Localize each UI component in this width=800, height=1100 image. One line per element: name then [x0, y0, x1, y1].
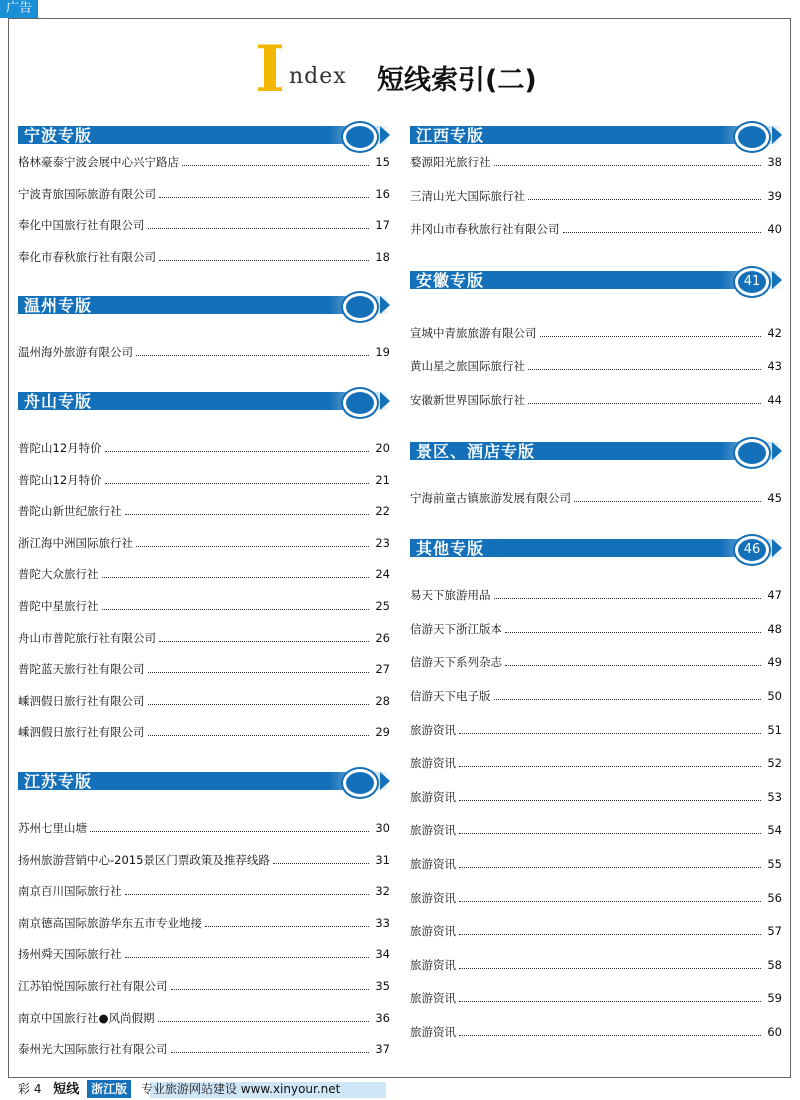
entry-page-number: 20 [375, 441, 390, 455]
index-entry[interactable] [18, 915, 390, 931]
entry-name: 嵊泗假日旅行社有限公司 [18, 725, 145, 740]
entry-page-number: 53 [767, 789, 782, 804]
entry-page-number: 42 [767, 325, 782, 340]
index-entry[interactable] [410, 688, 782, 704]
section-page-badge [343, 293, 377, 321]
entry-page-number: 27 [375, 662, 390, 677]
section-page-badge [343, 389, 377, 417]
footer-page-label: 彩 4 [18, 1082, 42, 1096]
dot-leader [273, 852, 369, 864]
entry-name: 旅游资讯 [410, 890, 456, 905]
entry-name: 旅游资讯 [410, 722, 456, 737]
arrow-right-icon [380, 772, 390, 790]
entry-name: 易天下旅游用品 [410, 588, 491, 603]
dot-leader [528, 392, 761, 404]
dot-leader [459, 957, 761, 969]
entry-page-number: 30 [375, 821, 390, 835]
arrow-right-icon [380, 126, 390, 144]
entry-name: 嵊泗假日旅行社有限公司 [18, 693, 145, 708]
index-entry[interactable] [18, 1010, 390, 1026]
arrow-right-icon [772, 271, 782, 289]
entry-page-number: 59 [767, 991, 782, 1006]
dot-leader [136, 344, 369, 356]
section-header-label: 舟山专版 [24, 392, 93, 411]
section-header [18, 390, 390, 414]
entry-page-number: 44 [767, 393, 782, 407]
entry-page-number: 25 [375, 599, 390, 613]
entry-name: 宁波青旅国际旅游有限公司 [18, 186, 156, 201]
index-entry[interactable] [410, 890, 782, 906]
index-entry[interactable] [410, 654, 782, 670]
dot-leader [171, 978, 370, 990]
dot-leader [528, 188, 761, 200]
index-entry[interactable] [410, 822, 782, 838]
index-entry[interactable] [18, 630, 390, 646]
section-header-label: 温州专版 [24, 296, 93, 316]
index-entry[interactable] [410, 990, 782, 1006]
entry-name: 普陀大众旅行社 [18, 567, 99, 582]
entry-name: 扬州旅游营销中心-2015景区门票政策及推荐线路 [18, 852, 270, 867]
entry-page-number: 29 [375, 725, 390, 740]
entry-name: 南京中国旅行社●风尚假期 [18, 1010, 155, 1025]
dot-leader [505, 654, 761, 666]
entry-page-number: 18 [375, 249, 390, 264]
dot-leader [125, 883, 370, 895]
dot-leader [159, 249, 369, 261]
dot-leader [528, 358, 761, 370]
entry-page-number: 36 [375, 1010, 390, 1025]
dot-leader [459, 722, 761, 734]
entry-name: 普陀蓝天旅行社有限公司 [18, 662, 145, 677]
title-initial: I [255, 32, 285, 107]
index-entry[interactable] [410, 587, 782, 603]
index-entry[interactable] [18, 661, 390, 677]
entry-name: 黄山星之旅国际旅行社 [410, 359, 525, 374]
entry-name: 泰州光大国际旅行社有限公司 [18, 1042, 168, 1057]
entry-name: 旅游资讯 [410, 789, 456, 804]
entry-page-number: 16 [375, 186, 390, 201]
entry-page-number: 37 [375, 1042, 390, 1057]
entry-page-number: 40 [767, 222, 782, 237]
index-entry[interactable] [410, 188, 782, 204]
arrow-right-icon [380, 392, 390, 410]
index-entry[interactable] [18, 249, 390, 265]
index-entry[interactable] [18, 820, 390, 836]
entry-name: 三清山光大国际旅行社 [410, 188, 525, 203]
index-entry[interactable] [18, 852, 390, 868]
index-entry[interactable] [18, 535, 390, 551]
section-header [410, 269, 782, 293]
entry-name: 婺源阳光旅行社 [410, 155, 491, 169]
entry-page-number: 38 [767, 155, 782, 169]
index-entry[interactable] [410, 221, 782, 237]
entry-name: 安徽新世界国际旅行社 [410, 393, 525, 407]
dot-leader [459, 1024, 761, 1036]
arrow-right-icon [772, 126, 782, 144]
section-page-badge: 41 [735, 268, 769, 296]
arrow-right-icon [380, 296, 390, 314]
dot-leader [494, 154, 762, 166]
entry-page-number: 39 [767, 188, 782, 203]
dot-leader [459, 923, 761, 935]
index-entry[interactable] [410, 789, 782, 805]
entry-page-number: 21 [375, 472, 390, 487]
section-header [18, 294, 390, 318]
section-header-label: 景区、酒店专版 [416, 441, 536, 461]
entry-page-number: 56 [767, 890, 782, 905]
entry-name: 井冈山市春秋旅行社有限公司 [410, 222, 560, 237]
entry-page-number: 45 [767, 490, 782, 505]
entry-page-number: 57 [767, 924, 782, 939]
index-entry[interactable] [18, 440, 390, 456]
entry-name: 信游天下浙江版本 [410, 621, 502, 636]
index-entry[interactable] [18, 344, 390, 360]
entry-page-number: 23 [375, 535, 390, 550]
section-header [18, 770, 390, 794]
entry-name: 旅游资讯 [410, 756, 456, 771]
dot-leader [171, 1041, 370, 1053]
index-entry[interactable] [410, 722, 782, 738]
dot-leader [459, 890, 761, 902]
entry-name: 普陀中星旅行社 [18, 599, 99, 613]
entry-name: 宁海前童古镇旅游发展有限公司 [410, 490, 571, 505]
entry-name: 旅游资讯 [410, 957, 456, 972]
dot-leader [459, 822, 761, 834]
section-header-label: 宁波专版 [24, 126, 93, 145]
dot-leader [494, 587, 762, 599]
entry-page-number: 28 [375, 693, 390, 708]
dot-leader [459, 856, 761, 868]
index-entry[interactable] [410, 358, 782, 374]
entry-name: 南京德高国际旅游华东五市专业地接 [18, 915, 202, 930]
dot-leader [459, 755, 761, 767]
index-entry[interactable] [18, 566, 390, 582]
entry-page-number: 48 [767, 621, 782, 636]
entry-name: 信游天下电子版 [410, 689, 491, 703]
section-header-label: 其他专版 [416, 539, 485, 559]
dot-leader [459, 789, 761, 801]
entry-page-number: 58 [767, 957, 782, 972]
section-header-label: 江西专版 [416, 126, 485, 145]
entry-name: 普陀山12月特价 [18, 441, 102, 455]
index-entry[interactable] [18, 217, 390, 233]
entry-page-number: 60 [767, 1025, 782, 1039]
dot-leader [136, 535, 369, 547]
index-entry[interactable] [18, 1041, 390, 1057]
dot-leader [205, 915, 369, 927]
entry-name: 旅游资讯 [410, 1025, 456, 1039]
page-title [255, 32, 575, 107]
entry-name: 温州海外旅游有限公司 [18, 345, 133, 360]
index-entry[interactable] [18, 693, 390, 709]
dot-leader [574, 490, 761, 502]
entry-page-number: 47 [767, 588, 782, 603]
entry-page-number: 24 [375, 567, 390, 582]
section-page-badge: 46 [735, 536, 769, 564]
entry-name: 旅游资讯 [410, 924, 456, 939]
section-header-label: 江苏专版 [24, 772, 93, 791]
section-page-badge [735, 123, 769, 151]
entry-name: 旅游资讯 [410, 991, 456, 1006]
entry-name: 宣城中青旅旅游有限公司 [410, 325, 537, 340]
index-entry[interactable] [410, 1024, 782, 1040]
entry-name: 旅游资讯 [410, 857, 456, 871]
dot-leader [159, 186, 369, 198]
dot-leader [125, 946, 370, 958]
entry-page-number: 49 [767, 655, 782, 670]
entry-name: 格林豪泰宁波会展中心兴宁路店 [18, 155, 179, 169]
index-entry[interactable] [410, 856, 782, 872]
dot-leader [102, 566, 370, 578]
dot-leader [105, 472, 369, 484]
entry-name: 舟山市普陀旅行社有限公司 [18, 630, 156, 645]
index-entry[interactable] [18, 883, 390, 899]
index-entry[interactable] [18, 724, 390, 740]
entry-page-number: 51 [767, 722, 782, 737]
entry-name: 旅游资讯 [410, 823, 456, 838]
index-entry[interactable] [410, 923, 782, 939]
index-entry[interactable] [18, 503, 390, 519]
index-entry[interactable] [410, 392, 782, 408]
dot-leader [563, 221, 762, 233]
section-header [410, 440, 782, 464]
index-entry[interactable] [410, 154, 782, 170]
title-rest: ndex [289, 64, 347, 89]
dot-leader [182, 154, 369, 166]
title-chinese: 短线索引(二) [377, 65, 537, 96]
footer-slogan: 专业旅游网站建设 www.xinyour.net [140, 1082, 341, 1096]
entry-page-number: 17 [375, 218, 390, 233]
index-entry[interactable] [18, 978, 390, 994]
entry-page-number: 52 [767, 756, 782, 771]
entry-page-number: 34 [375, 947, 390, 962]
footer-brand: 短线 [53, 1082, 80, 1097]
entry-name: 普陀山12月特价 [18, 472, 102, 487]
entry-page-number: 19 [375, 345, 390, 360]
section-header-label: 安徽专版 [416, 270, 485, 290]
entry-page-number: 15 [375, 155, 390, 169]
entry-name: 信游天下系列杂志 [410, 655, 502, 670]
dot-leader [125, 503, 370, 515]
entry-page-number: 26 [375, 630, 390, 645]
footer [18, 1080, 398, 1098]
dot-leader [159, 630, 369, 642]
entry-page-number: 43 [767, 359, 782, 374]
dot-leader [105, 440, 369, 452]
entry-page-number: 50 [767, 689, 782, 703]
entry-name: 扬州舜天国际旅行社 [18, 947, 122, 962]
section-page-badge [343, 769, 377, 797]
entry-page-number: 35 [375, 979, 390, 993]
index-entry[interactable] [410, 490, 782, 506]
dot-leader [148, 693, 370, 705]
entry-page-number: 32 [375, 884, 390, 899]
section-page-badge [735, 439, 769, 467]
entry-name: 苏州七里山塘 [18, 821, 87, 835]
entry-page-number: 33 [375, 915, 390, 930]
index-entry[interactable] [410, 325, 782, 341]
section-header [410, 537, 782, 561]
dot-leader [148, 724, 370, 736]
entry-name: 奉化中国旅行社有限公司 [18, 218, 145, 233]
dot-leader [148, 217, 370, 229]
ad-tag: 广告 [0, 0, 38, 18]
entry-name: 普陀山新世纪旅行社 [18, 504, 122, 519]
dot-leader [505, 621, 761, 633]
index-entry[interactable] [410, 957, 782, 973]
entry-name: 浙江海中洲国际旅行社 [18, 535, 133, 550]
section-page-badge [343, 123, 377, 151]
dot-leader [459, 990, 761, 1002]
dot-leader [494, 688, 762, 700]
entry-name: 南京百川国际旅行社 [18, 884, 122, 899]
index-entry[interactable] [410, 621, 782, 637]
dot-leader [158, 1010, 369, 1022]
index-entry[interactable] [18, 154, 390, 170]
entry-page-number: 55 [767, 857, 782, 871]
section-header [18, 124, 390, 148]
section-header [410, 124, 782, 148]
entry-page-number: 31 [375, 852, 390, 867]
dot-leader [148, 661, 370, 673]
index-entry[interactable] [18, 186, 390, 202]
index-entry[interactable] [18, 472, 390, 488]
entry-name: 奉化市春秋旅行社有限公司 [18, 249, 156, 264]
footer-edition: 浙江版 [87, 1080, 131, 1098]
arrow-right-icon [772, 442, 782, 460]
dot-leader [102, 598, 370, 610]
dot-leader [90, 820, 369, 832]
arrow-right-icon [772, 539, 782, 557]
index-entry[interactable] [18, 946, 390, 962]
index-entry[interactable] [410, 755, 782, 771]
index-entry[interactable] [18, 598, 390, 614]
dot-leader [540, 325, 762, 337]
entry-page-number: 54 [767, 823, 782, 838]
entry-name: 江苏铂悦国际旅行社有限公司 [18, 979, 168, 993]
entry-page-number: 22 [375, 504, 390, 519]
